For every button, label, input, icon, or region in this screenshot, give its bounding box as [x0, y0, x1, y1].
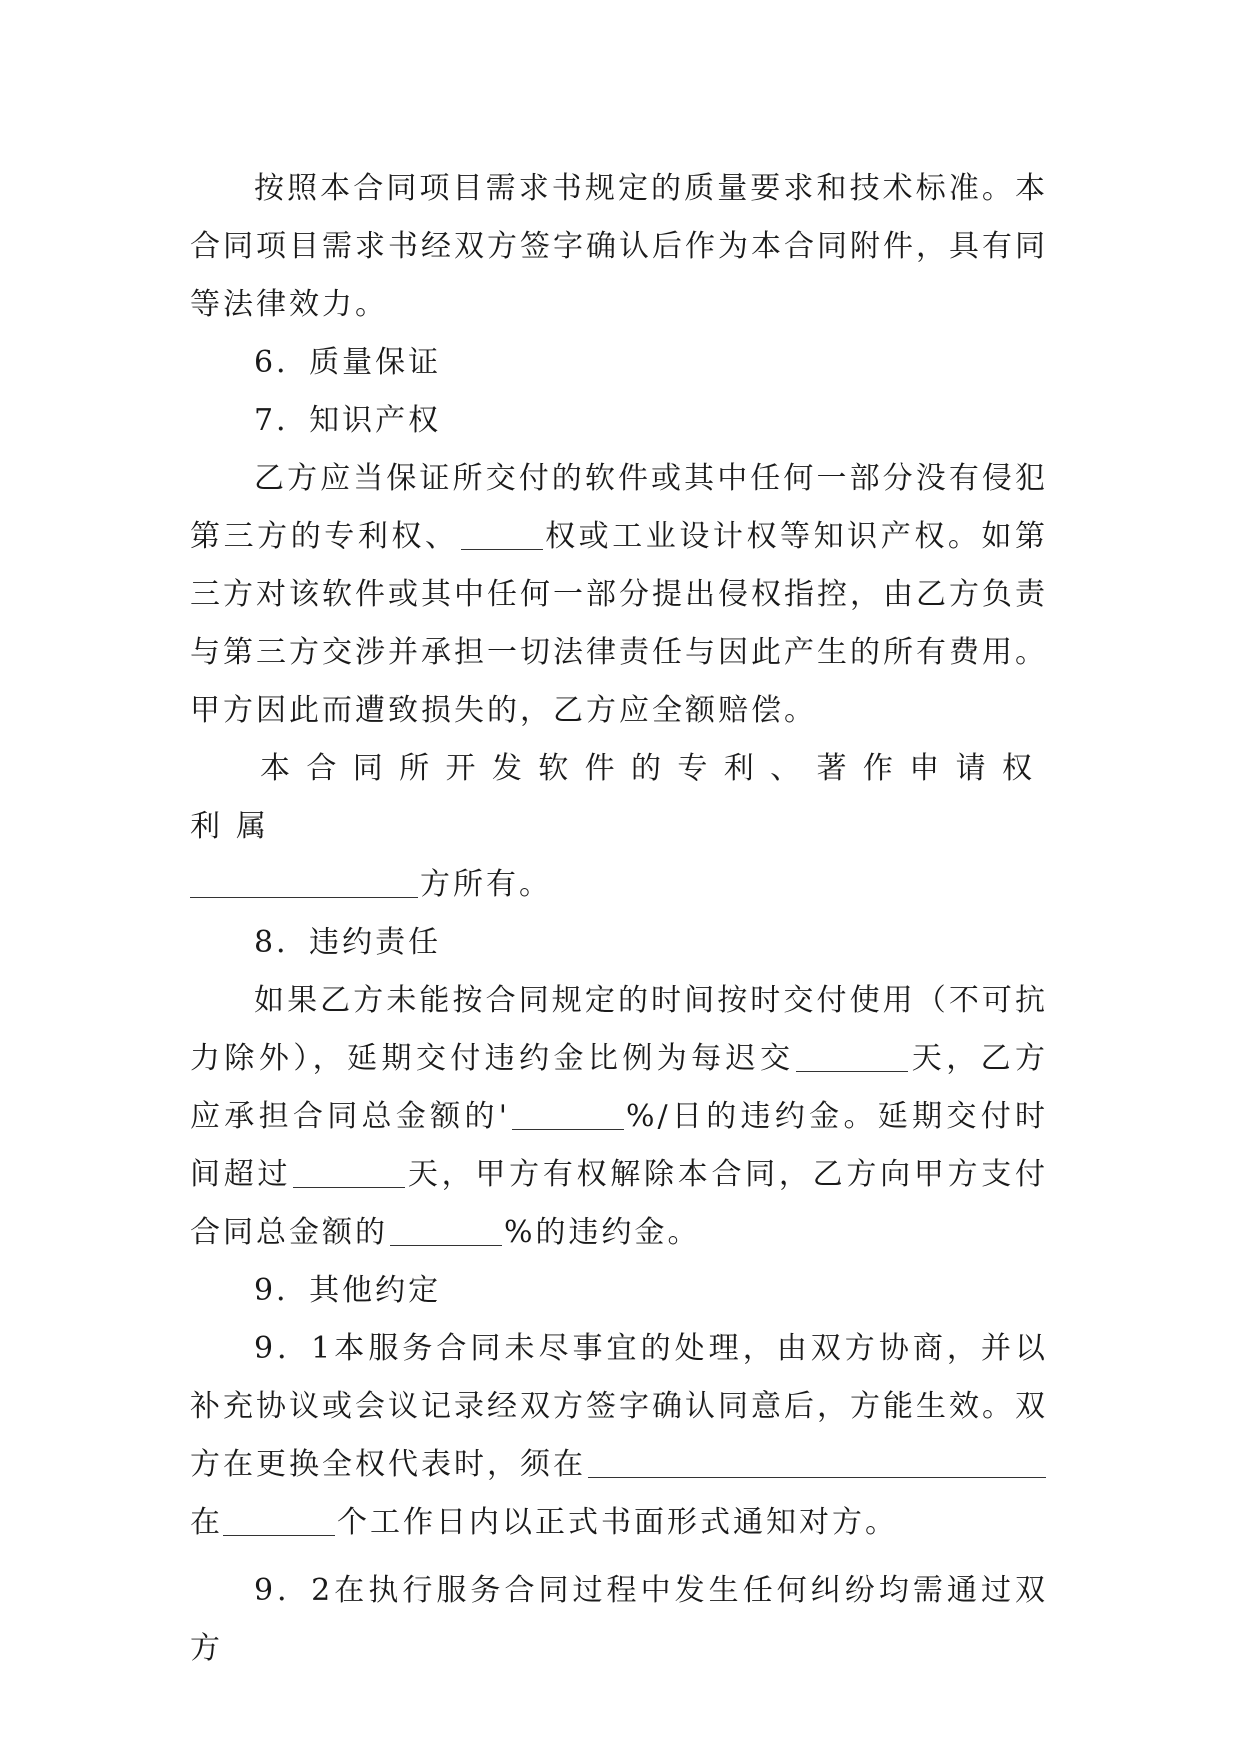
section-heading-8: 8．违约责任 [254, 925, 442, 960]
breach-text-part-1: 如果乙方未能按合同规定的时间按时交付使用（不可抗力除外），延期交付违约金比例为每迟交 [190, 983, 1048, 1076]
paragraph-ip-infringement [190, 450, 1048, 740]
blank-field-daily-rate[interactable] [512, 1099, 624, 1130]
clause-9-1-part-3: 个工作日内以正式书面形式通知对方。 [337, 1505, 898, 1540]
blank-field-location[interactable] [588, 1447, 1046, 1478]
blank-field-owner[interactable] [190, 867, 418, 898]
document-page [190, 160, 1048, 1678]
breach-text-part-4: 天，甲方有权解除本合同，乙方向甲方支付合同总金额的 [190, 1157, 1049, 1250]
breach-text-part-2: 天，乙方应承担合同总金额的' [190, 1041, 1049, 1134]
clause-9-1-part-2: 在 [190, 1505, 223, 1540]
blank-field-termination-days[interactable] [293, 1157, 405, 1188]
clause-9-1-part-1: 9．1本服务合同未尽事宜的处理，由双方协商，并以补充协议或会议记录经双方签字确认同意后，方能生效。双方在更换全权代表时，须在 [190, 1331, 1048, 1482]
breach-text-part-3: %/日的违约金。延期交付时间超过 [190, 1099, 1048, 1192]
section-heading-6: 6．质量保证 [254, 345, 442, 380]
paragraph-9-2: 9．2在执行服务合同过程中发生任何纠纷均需通过双方 [190, 1573, 1048, 1666]
blank-field-penalty-rate[interactable] [390, 1215, 502, 1246]
blank-field-working-days[interactable] [223, 1505, 335, 1536]
blank-field-delay-days[interactable] [796, 1041, 908, 1072]
paragraph-quality-standard: 按照本合同项目需求书规定的质量要求和技术标准。本合同项目需求书经双方签字确认后作为本合同附件，具有同等法律效力。 [190, 171, 1048, 322]
section-heading-9: 9．其他约定 [254, 1273, 442, 1308]
paragraph-breach-liability [190, 972, 1048, 1262]
section-heading-7: 7．知识产权 [254, 403, 442, 438]
ownership-text-part-2: 方所有。 [420, 867, 552, 902]
ownership-text-part-1: 本合同所开发软件的专利、著作申请权利属 [190, 751, 1048, 844]
ip-text-part-1: 乙方应当保证所交付的软件或其中任何一部分没有侵犯第三方的专利权、 [190, 461, 1048, 554]
ip-text-part-2: 权或工业设计权等知识产权。如第三方对该软件或其中任何一部分提出侵权指控，由乙方负责与第三方交涉并承担一切法律责任与因此产生的所有费用。甲方因此而遭致损失的，乙方应全额赔偿。 [190, 519, 1049, 728]
paragraph-patent-ownership [190, 740, 1048, 914]
blank-field-right-type[interactable] [461, 519, 543, 550]
breach-text-part-5: %的违约金。 [504, 1215, 701, 1250]
paragraph-9-1 [190, 1320, 1048, 1552]
